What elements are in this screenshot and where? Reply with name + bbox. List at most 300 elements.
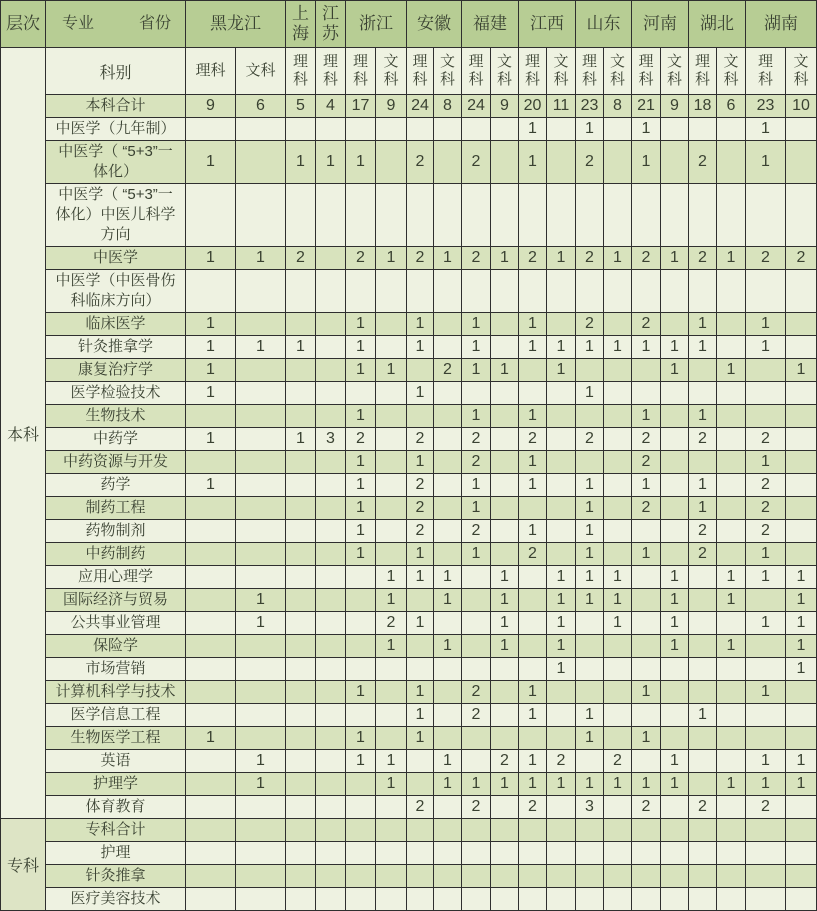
- table-cell: [604, 497, 632, 520]
- table-cell: [286, 589, 316, 612]
- table-cell: 2: [689, 247, 717, 270]
- table-cell: [376, 141, 407, 184]
- table-cell: [286, 451, 316, 474]
- table-cell: [286, 382, 316, 405]
- subject-header: 理科: [346, 48, 376, 95]
- table-cell: [286, 270, 316, 313]
- table-cell: [547, 184, 576, 247]
- table-cell: 1: [186, 359, 236, 382]
- table-cell: [286, 405, 316, 428]
- table-cell: [632, 888, 661, 911]
- table-cell: 1: [661, 773, 689, 796]
- table-cell: [746, 359, 786, 382]
- table-cell: [491, 727, 519, 750]
- table-cell: [491, 336, 519, 359]
- table-cell: 1: [519, 141, 547, 184]
- table-cell: 2: [407, 497, 434, 520]
- table-cell: [316, 543, 346, 566]
- row-label: 中医学: [46, 247, 186, 270]
- table-cell: [316, 612, 346, 635]
- table-cell: 1: [407, 313, 434, 336]
- province-header: 福建: [462, 1, 519, 48]
- table-cell: 2: [462, 141, 491, 184]
- table-cell: [376, 888, 407, 911]
- table-cell: [316, 451, 346, 474]
- row-label: 专科合计: [46, 819, 186, 842]
- table-cell: [519, 270, 547, 313]
- table-cell: [717, 336, 746, 359]
- table-cell: [376, 451, 407, 474]
- table-cell: [786, 796, 817, 819]
- table-row: [1, 727, 817, 750]
- table-cell: 2: [746, 428, 786, 451]
- table-cell: [689, 727, 717, 750]
- province-header: 湖北: [689, 1, 746, 48]
- table-cell: 1: [236, 612, 286, 635]
- table-cell: [346, 888, 376, 911]
- table-cell: [434, 865, 462, 888]
- table-cell: 1: [346, 336, 376, 359]
- table-cell: [746, 727, 786, 750]
- table-cell: [462, 658, 491, 681]
- table-cell: [519, 888, 547, 911]
- table-cell: 24: [407, 95, 434, 118]
- table-cell: [376, 382, 407, 405]
- table-cell: 5: [286, 95, 316, 118]
- table-cell: [491, 118, 519, 141]
- table-cell: [316, 382, 346, 405]
- table-cell: 2: [632, 497, 661, 520]
- table-cell: [632, 704, 661, 727]
- table-cell: [717, 704, 746, 727]
- table-cell: 1: [717, 566, 746, 589]
- table-cell: 9: [661, 95, 689, 118]
- table-cell: [407, 405, 434, 428]
- table-cell: 2: [689, 520, 717, 543]
- table-cell: 10: [786, 95, 817, 118]
- table-row: [1, 247, 817, 270]
- subject-header: 文科: [376, 48, 407, 95]
- table-cell: 1: [462, 336, 491, 359]
- table-cell: [576, 612, 604, 635]
- table-cell: 1: [689, 313, 717, 336]
- table-cell: 1: [407, 681, 434, 704]
- table-cell: [434, 382, 462, 405]
- table-row: [1, 359, 817, 382]
- table-cell: 2: [346, 428, 376, 451]
- table-cell: [661, 118, 689, 141]
- subject-header-row: [1, 48, 817, 95]
- table-cell: [491, 842, 519, 865]
- table-cell: [316, 865, 346, 888]
- table-cell: 1: [717, 247, 746, 270]
- table-cell: [236, 520, 286, 543]
- table-cell: [236, 635, 286, 658]
- table-cell: [519, 359, 547, 382]
- table-cell: 1: [746, 681, 786, 704]
- table-cell: 1: [746, 750, 786, 773]
- table-cell: [519, 727, 547, 750]
- table-cell: [462, 750, 491, 773]
- table-cell: 2: [407, 474, 434, 497]
- table-cell: [186, 796, 236, 819]
- table-cell: 1: [434, 566, 462, 589]
- table-cell: [236, 796, 286, 819]
- table-cell: 2: [519, 428, 547, 451]
- table-cell: 1: [576, 773, 604, 796]
- table-row: [1, 405, 817, 428]
- table-cell: 1: [632, 773, 661, 796]
- table-cell: [746, 842, 786, 865]
- table-row: [1, 428, 817, 451]
- table-cell: [604, 819, 632, 842]
- table-cell: 1: [519, 405, 547, 428]
- table-cell: [186, 543, 236, 566]
- table-cell: [519, 612, 547, 635]
- row-label: 应用心理学: [46, 566, 186, 589]
- table-cell: 1: [632, 336, 661, 359]
- table-cell: [547, 704, 576, 727]
- table-cell: [632, 382, 661, 405]
- row-label: 中医学（ “5+3”一体化）中医儿科学方向: [46, 184, 186, 247]
- table-cell: [746, 382, 786, 405]
- table-cell: 1: [236, 773, 286, 796]
- table-cell: [604, 141, 632, 184]
- table-cell: 1: [186, 247, 236, 270]
- table-cell: [286, 773, 316, 796]
- table-cell: [519, 842, 547, 865]
- table-cell: 1: [632, 681, 661, 704]
- table-cell: [186, 589, 236, 612]
- table-cell: [689, 773, 717, 796]
- subject-header: 理科: [316, 48, 346, 95]
- table-cell: [286, 313, 316, 336]
- table-cell: 1: [519, 704, 547, 727]
- table-row: [1, 589, 817, 612]
- table-cell: [786, 865, 817, 888]
- table-cell: 2: [407, 796, 434, 819]
- table-cell: 1: [661, 612, 689, 635]
- table-cell: 1: [632, 118, 661, 141]
- table-cell: 1: [576, 589, 604, 612]
- table-cell: [186, 773, 236, 796]
- table-cell: 1: [434, 247, 462, 270]
- table-cell: 1: [316, 141, 346, 184]
- table-cell: [689, 888, 717, 911]
- table-cell: [376, 796, 407, 819]
- table-cell: 2: [746, 474, 786, 497]
- table-cell: 1: [462, 313, 491, 336]
- table-cell: 1: [661, 635, 689, 658]
- table-cell: [346, 635, 376, 658]
- table-cell: [661, 270, 689, 313]
- table-cell: 1: [519, 474, 547, 497]
- table-cell: 1: [346, 474, 376, 497]
- table-cell: [434, 405, 462, 428]
- table-cell: 2: [786, 247, 817, 270]
- table-cell: [286, 658, 316, 681]
- province-header: 上海: [286, 1, 316, 48]
- row-label: 中医学（ “5+3”一体化）: [46, 141, 186, 184]
- table-cell: [717, 612, 746, 635]
- table-cell: [689, 566, 717, 589]
- table-cell: [547, 796, 576, 819]
- table-cell: 1: [717, 589, 746, 612]
- subject-header: 理科: [632, 48, 661, 95]
- table-cell: [462, 184, 491, 247]
- table-row: [1, 842, 817, 865]
- table-row: [1, 497, 817, 520]
- table-cell: 11: [547, 95, 576, 118]
- table-cell: 1: [286, 141, 316, 184]
- table-cell: [491, 382, 519, 405]
- province-header: 江西: [519, 1, 576, 48]
- table-cell: 21: [632, 95, 661, 118]
- table-cell: 1: [604, 247, 632, 270]
- table-cell: [604, 359, 632, 382]
- table-cell: [547, 681, 576, 704]
- table-cell: [786, 888, 817, 911]
- table-cell: 2: [462, 681, 491, 704]
- table-cell: [632, 865, 661, 888]
- table-cell: [661, 727, 689, 750]
- table-cell: [746, 888, 786, 911]
- table-cell: [316, 819, 346, 842]
- table-cell: [316, 474, 346, 497]
- table-row: [1, 865, 817, 888]
- table-cell: 1: [746, 773, 786, 796]
- table-cell: [491, 451, 519, 474]
- table-cell: [316, 247, 346, 270]
- table-cell: 1: [547, 612, 576, 635]
- table-cell: 1: [547, 247, 576, 270]
- table-cell: 1: [519, 681, 547, 704]
- table-cell: [717, 382, 746, 405]
- table-cell: 1: [547, 658, 576, 681]
- table-cell: 2: [434, 359, 462, 382]
- table-cell: 1: [576, 727, 604, 750]
- table-cell: 1: [519, 313, 547, 336]
- table-cell: [376, 543, 407, 566]
- table-cell: [407, 750, 434, 773]
- table-cell: [316, 750, 346, 773]
- table-cell: 1: [186, 428, 236, 451]
- table-cell: [576, 819, 604, 842]
- table-cell: [346, 382, 376, 405]
- table-cell: [286, 681, 316, 704]
- table-cell: 2: [462, 428, 491, 451]
- table-cell: 1: [576, 543, 604, 566]
- table-cell: [519, 589, 547, 612]
- table-cell: 2: [689, 796, 717, 819]
- table-cell: [316, 888, 346, 911]
- table-cell: [407, 888, 434, 911]
- table-cell: 1: [434, 635, 462, 658]
- table-cell: [661, 842, 689, 865]
- table-cell: [717, 842, 746, 865]
- table-cell: [746, 405, 786, 428]
- table-cell: 1: [491, 635, 519, 658]
- table-cell: [717, 727, 746, 750]
- table-cell: [746, 184, 786, 247]
- row-label: 医疗美容技术: [46, 888, 186, 911]
- table-cell: [576, 184, 604, 247]
- table-cell: 1: [632, 141, 661, 184]
- table-cell: [434, 842, 462, 865]
- table-cell: [434, 819, 462, 842]
- table-cell: 2: [576, 428, 604, 451]
- table-cell: 1: [746, 451, 786, 474]
- table-cell: [491, 681, 519, 704]
- table-cell: [604, 405, 632, 428]
- table-cell: [547, 118, 576, 141]
- table-cell: [661, 184, 689, 247]
- table-cell: [491, 141, 519, 184]
- table-cell: [604, 727, 632, 750]
- table-cell: [286, 566, 316, 589]
- subject-header: 理科: [576, 48, 604, 95]
- table-cell: 1: [786, 750, 817, 773]
- table-cell: 1: [236, 750, 286, 773]
- subject-header: 理科: [186, 48, 236, 95]
- table-cell: 8: [434, 95, 462, 118]
- table-cell: 1: [604, 566, 632, 589]
- table-cell: 1: [717, 773, 746, 796]
- table-row: [1, 270, 817, 313]
- table-cell: [346, 819, 376, 842]
- table-cell: [547, 727, 576, 750]
- table-cell: [604, 451, 632, 474]
- table-cell: [462, 270, 491, 313]
- table-cell: [717, 681, 746, 704]
- table-cell: [236, 405, 286, 428]
- table-row: [1, 141, 817, 184]
- table-cell: [376, 313, 407, 336]
- table-cell: 1: [407, 451, 434, 474]
- table-cell: 1: [661, 589, 689, 612]
- table-cell: [491, 543, 519, 566]
- table-cell: 2: [632, 428, 661, 451]
- table-cell: [186, 658, 236, 681]
- table-cell: [407, 865, 434, 888]
- table-cell: [286, 520, 316, 543]
- table-cell: [186, 184, 236, 247]
- table-cell: 1: [286, 336, 316, 359]
- corner-major-label: 专业: [62, 15, 95, 32]
- table-cell: [462, 566, 491, 589]
- table-cell: 1: [434, 589, 462, 612]
- table-cell: 1: [491, 359, 519, 382]
- section-level-benke: 本科: [1, 48, 46, 819]
- table-cell: [462, 819, 491, 842]
- table-cell: 1: [462, 543, 491, 566]
- table-cell: [376, 497, 407, 520]
- table-cell: 1: [407, 566, 434, 589]
- table-cell: 6: [236, 95, 286, 118]
- table-cell: 1: [547, 359, 576, 382]
- table-cell: [346, 566, 376, 589]
- table-row: [1, 681, 817, 704]
- table-cell: [632, 750, 661, 773]
- table-cell: [604, 888, 632, 911]
- table-cell: [632, 566, 661, 589]
- table-cell: 1: [491, 247, 519, 270]
- table-cell: 1: [661, 247, 689, 270]
- table-cell: 1: [689, 704, 717, 727]
- table-cell: 1: [689, 336, 717, 359]
- table-cell: [434, 184, 462, 247]
- table-cell: [786, 270, 817, 313]
- table-cell: [632, 842, 661, 865]
- table-cell: 1: [491, 612, 519, 635]
- table-cell: [491, 819, 519, 842]
- table-cell: 3: [576, 796, 604, 819]
- table-cell: 1: [786, 635, 817, 658]
- table-cell: 1: [519, 520, 547, 543]
- table-cell: 1: [746, 118, 786, 141]
- table-cell: 2: [576, 313, 604, 336]
- table-cell: [346, 184, 376, 247]
- table-cell: [689, 681, 717, 704]
- table-cell: [491, 405, 519, 428]
- table-cell: 6: [717, 95, 746, 118]
- table-cell: [434, 451, 462, 474]
- table-cell: 1: [689, 474, 717, 497]
- table-cell: 2: [746, 497, 786, 520]
- row-label: 临床医学: [46, 313, 186, 336]
- table-cell: [286, 750, 316, 773]
- table-cell: [547, 474, 576, 497]
- table-cell: [407, 773, 434, 796]
- table-cell: [576, 842, 604, 865]
- table-cell: [236, 566, 286, 589]
- table-cell: [576, 405, 604, 428]
- table-cell: 20: [519, 95, 547, 118]
- table-cell: [717, 270, 746, 313]
- table-cell: [491, 497, 519, 520]
- table-cell: [632, 819, 661, 842]
- table-cell: 1: [661, 359, 689, 382]
- table-cell: [576, 681, 604, 704]
- table-cell: [186, 270, 236, 313]
- table-cell: [286, 497, 316, 520]
- table-cell: [786, 842, 817, 865]
- table-row: [1, 543, 817, 566]
- table-cell: [786, 184, 817, 247]
- table-cell: [316, 566, 346, 589]
- subject-header: 理科: [407, 48, 434, 95]
- table-cell: 9: [186, 95, 236, 118]
- table-cell: [407, 184, 434, 247]
- table-cell: [717, 497, 746, 520]
- table-cell: 2: [547, 750, 576, 773]
- table-cell: 1: [786, 359, 817, 382]
- table-cell: [661, 704, 689, 727]
- province-header: 江苏: [316, 1, 346, 48]
- table-cell: [661, 497, 689, 520]
- table-cell: [316, 359, 346, 382]
- row-label: 中药资源与开发: [46, 451, 186, 474]
- table-cell: [434, 888, 462, 911]
- table-cell: [717, 796, 746, 819]
- table-cell: 1: [407, 727, 434, 750]
- table-cell: [689, 270, 717, 313]
- table-cell: [236, 184, 286, 247]
- table-cell: [661, 658, 689, 681]
- table-cell: [376, 474, 407, 497]
- table-cell: [434, 118, 462, 141]
- table-cell: [689, 451, 717, 474]
